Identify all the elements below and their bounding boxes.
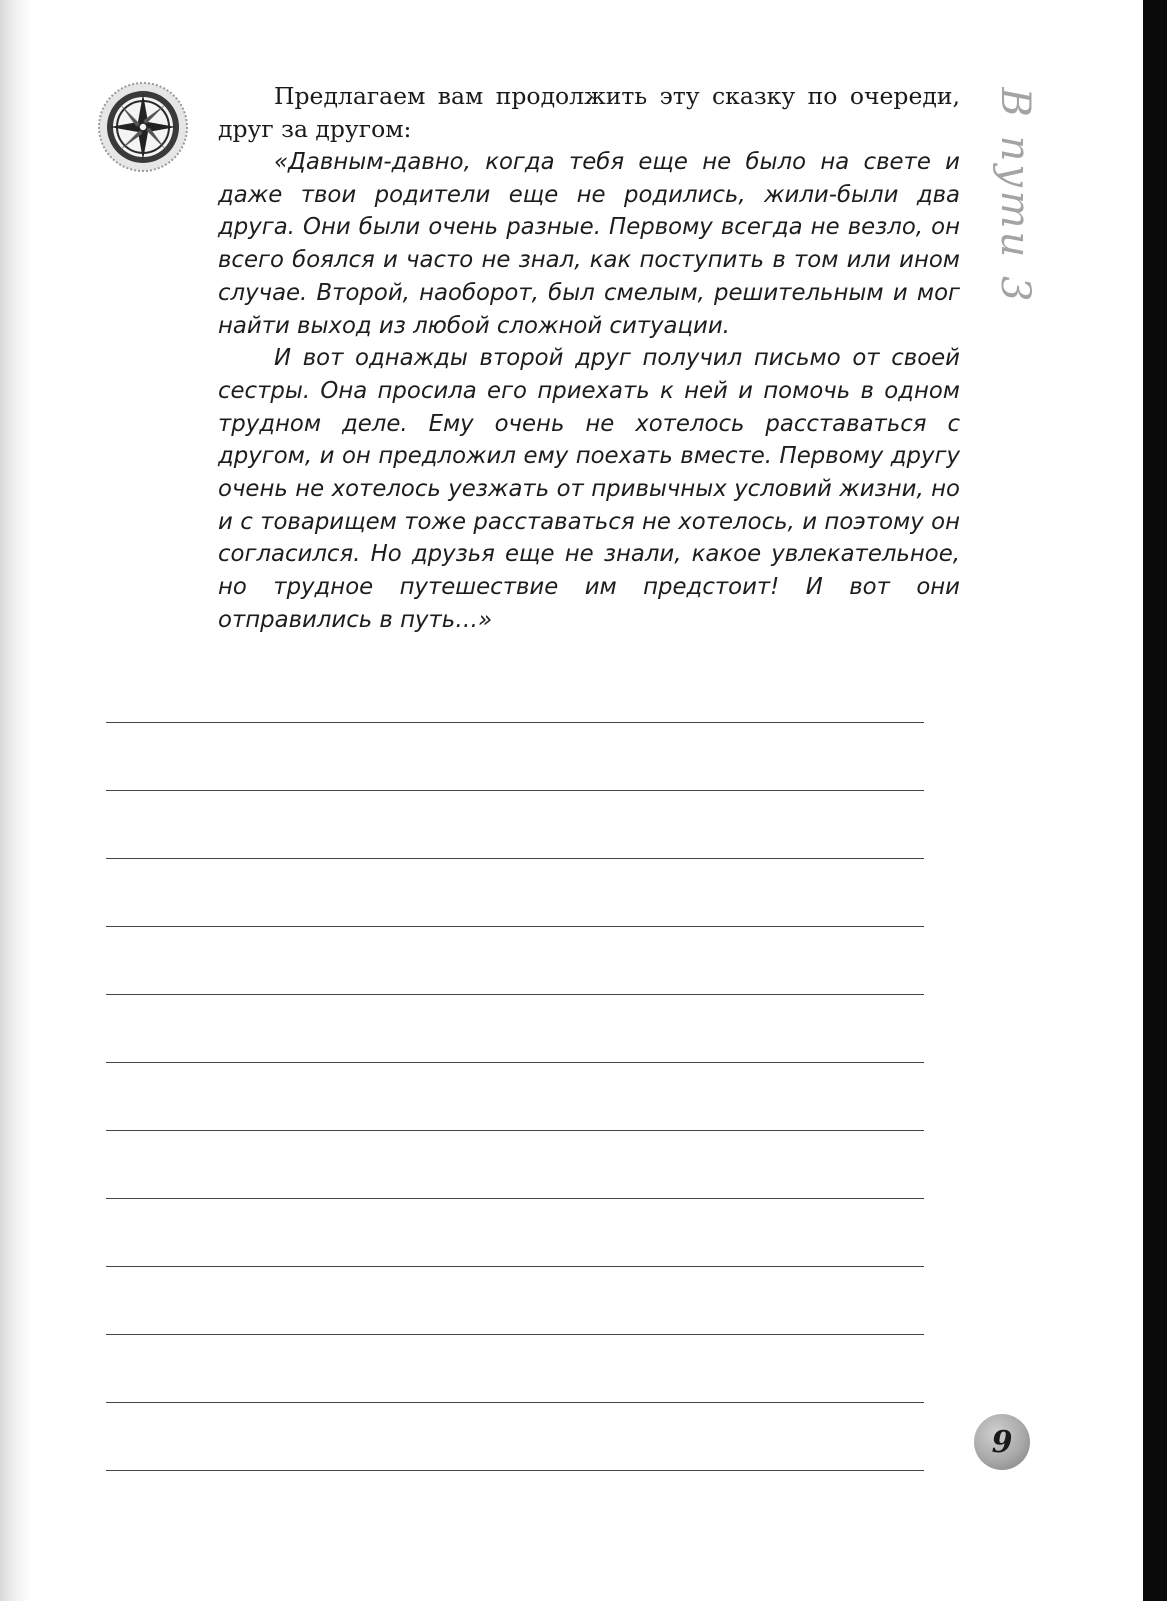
story-paragraph-2: И вот однажды второй друг получил письмо от своей сестры. Она просила его приехать к ней и помочь в одном трудном деле. Ему очень не хотелось расставаться с другом, и он предложил ему поехать вместе. Первому другу очень не хотелось уезжать от привычных условий жизни, но и с товарищем тоже расставаться не хотелось, и поэтому он согласился. Но друзья еще не знали, какое увлекательное, но трудное путешествие им предстоит! И вот они отправились в путь…»	[218, 345, 960, 633]
chapter-title-vertical	[985, 86, 1045, 306]
answer-lines[interactable]	[106, 722, 924, 1471]
answer-line[interactable]	[106, 1063, 924, 1131]
answer-line[interactable]	[106, 1335, 924, 1403]
page-number-badge	[974, 1414, 1030, 1470]
answer-line[interactable]	[106, 927, 924, 995]
answer-line[interactable]	[106, 1403, 924, 1471]
answer-line[interactable]	[106, 723, 924, 791]
page-number: 9	[991, 1424, 1013, 1460]
intro-paragraph: Предлагаем вам продолжить эту сказку по очереди, друг за другом:	[218, 82, 960, 143]
answer-line[interactable]	[106, 1199, 924, 1267]
answer-line[interactable]	[106, 1267, 924, 1335]
story-text-block	[218, 80, 960, 637]
compass-rose-icon	[96, 80, 190, 174]
binding-edge	[1143, 0, 1167, 1601]
chapter-title-text: В пути 3	[992, 87, 1038, 305]
answer-line[interactable]	[106, 859, 924, 927]
answer-line[interactable]	[106, 1131, 924, 1199]
answer-line[interactable]	[106, 791, 924, 859]
story-paragraph-1: «Давным-давно, когда тебя еще не было на свете и даже твои родители еще не родились, жили-были два друга. Они были очень разные. Первому всегда не везло, он всего боялся и часто не знал, как поступить в том или ином случае. Второй, наоборот, был смелым, решительным и мог найти выход из любой сложной ситуации.	[218, 149, 960, 339]
answer-line[interactable]	[106, 995, 924, 1063]
scan-shadow	[0, 0, 30, 1601]
